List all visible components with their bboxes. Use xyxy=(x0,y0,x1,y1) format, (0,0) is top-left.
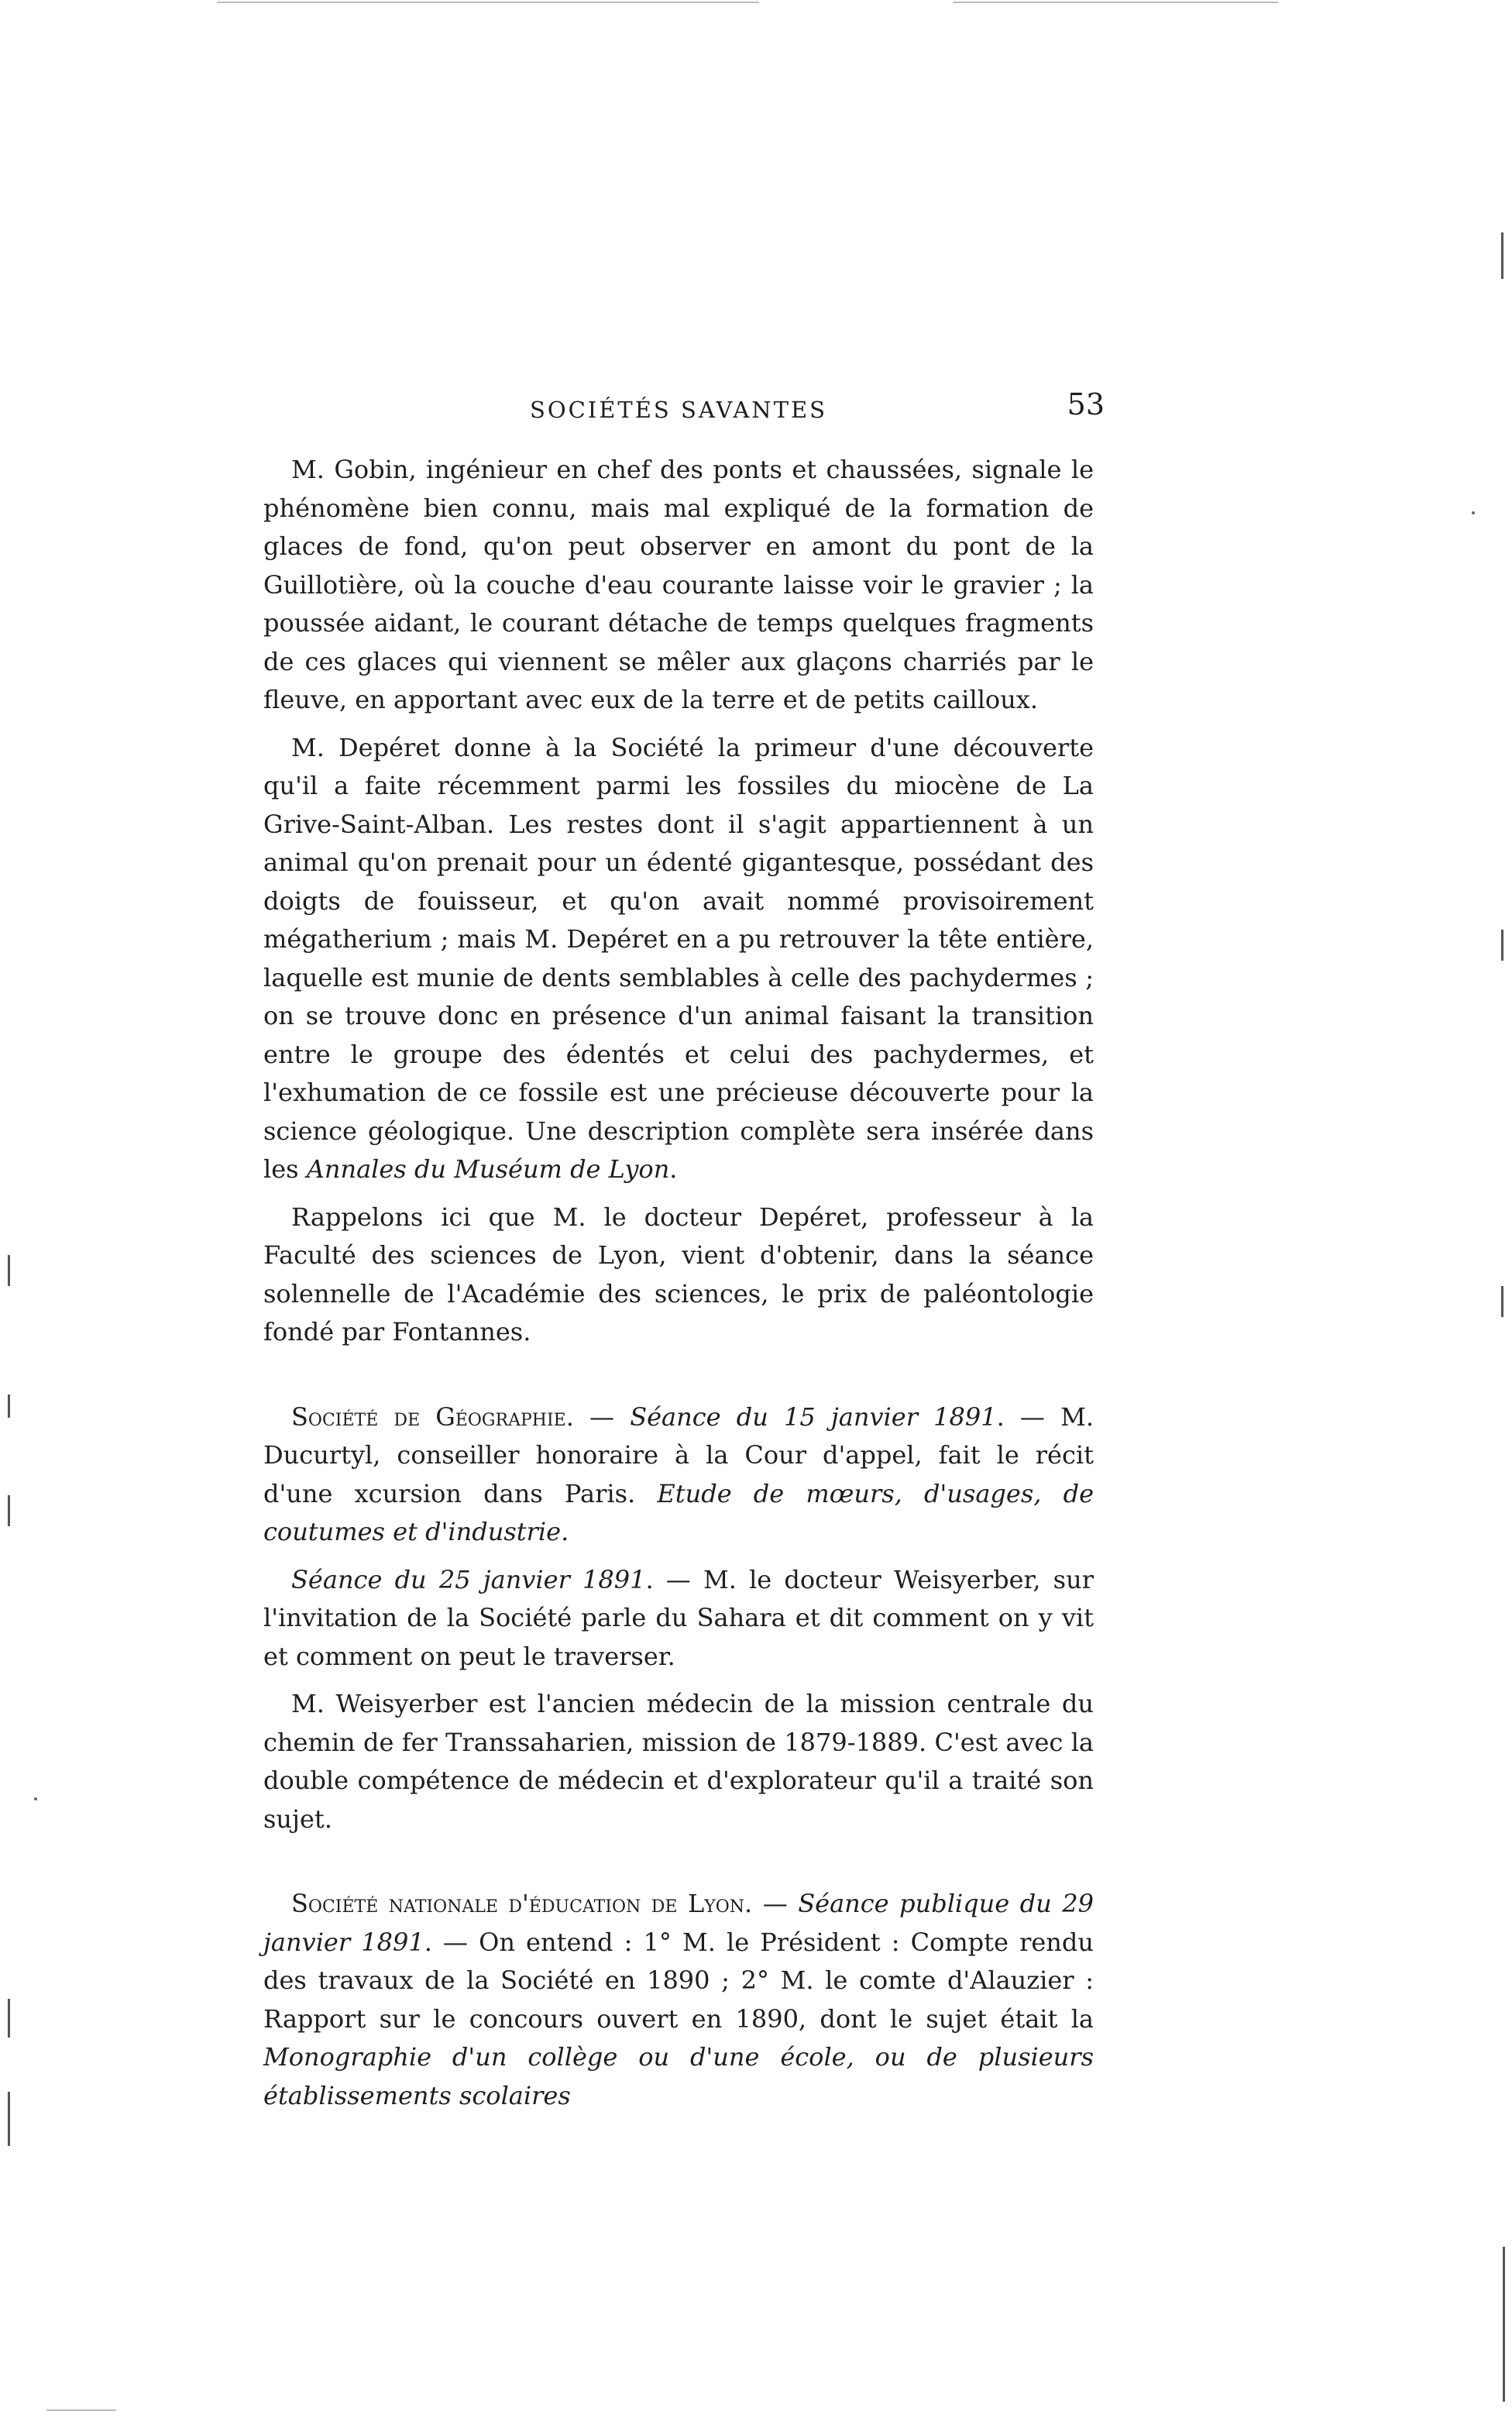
paragraph-rappelons: Rappelons ici que M. le docteur Depéret, professeur à la Faculté des sciences de Lyon, vient d'obtenir, dans la séance solennelle de l'Académie des sciences, le prix de paléontologie fondé par Fontannes. xyxy=(263,1202,1094,1346)
running-title: SOCIÉTÉS SAVANTES xyxy=(529,397,828,423)
right-margin-mark xyxy=(1501,930,1503,961)
italic-title: Etude de mœurs, d'usages, de coutumes et d'industrie. xyxy=(263,1478,1094,1546)
left-margin-mark xyxy=(8,1255,10,1286)
page-header xyxy=(263,387,1105,442)
section-heading: Société nationale d'éducation de Lyon. xyxy=(291,1889,753,1918)
section-geographie xyxy=(263,1398,1094,1552)
page-text xyxy=(263,387,1105,2124)
right-margin-mark xyxy=(1501,1286,1503,1317)
left-margin-mark xyxy=(8,1495,10,1526)
margin-speck xyxy=(1472,511,1475,514)
top-edge-artifact xyxy=(217,2,759,3)
session-date: Séance du 25 janvier 1891 xyxy=(291,1564,646,1594)
paragraph-text: . — M. le docteur Weisyerber, sur l'invitation de la Société parle du Sahara et dit comment on y vit et comment on peut le traverser. xyxy=(263,1564,1094,1671)
paragraph-weisyerber: M. Weisyerber est l'ancien médecin de la mission centrale du chemin de fer Transsaharien, mission de 1879-1889. C'est avec la double compétence de médecin et d'explorateur qu'il a traité son sujet. xyxy=(263,1689,1094,1834)
left-margin-mark xyxy=(8,2092,10,2146)
right-margin-mark xyxy=(1501,232,1503,279)
left-margin-mark xyxy=(8,1999,10,2038)
italic-title: Monographie d'un collège ou d'une école, ou de plusieurs établissements scolaires xyxy=(263,2042,1094,2110)
session-date: Séance publique du 29 janvier 1891 xyxy=(263,1889,1094,1957)
paragraph-deperet xyxy=(263,729,1094,1189)
session-date: Séance du 15 janvier 1891 xyxy=(630,1401,997,1432)
bottom-edge-artifact xyxy=(46,2409,116,2411)
separator: — xyxy=(573,1401,631,1432)
paragraph-text: . xyxy=(669,1154,678,1184)
left-margin-mark xyxy=(8,1395,10,1418)
section-education xyxy=(263,1885,1094,2115)
section-gap xyxy=(263,1848,1094,1885)
page-number: 53 xyxy=(1067,387,1105,421)
section-heading: Société de Géographie. xyxy=(291,1401,574,1432)
paragraph-text: . — On entend : 1° M. le Président : Compte rendu des travaux de la Société en 1890 ; 2° M. le comte d'Alauzier : Rapport sur le concours ouvert en 1890, dont le sujet était la xyxy=(263,1927,1094,2034)
margin-speck xyxy=(34,1797,37,1800)
paragraph-gobin: M. Gobin, ingénieur en chef des ponts et chaussées, signale le phénomène bien connu, mais mal expliqué de la formation de glaces de fond, qu'on peut observer en amont du pont de la Guillotière, où la couche d'eau courante laisse voir le gravier ; la poussée aidant, le courant détache de temps quelques fragments de ces glaces qui viennent se mêler aux glaçons charriés par le fleuve, en apportant avec eux de la terre et de petits cailloux. xyxy=(263,455,1094,714)
italic-title: Annales du Muséum de Lyon xyxy=(306,1154,670,1184)
paragraph-seance-25 xyxy=(263,1561,1094,1677)
top-edge-artifact xyxy=(953,2,1278,3)
paragraph-text: . — M. Ducurtyl, conseiller honoraire à la Cour d'appel, fait le récit d'une xcursion dans Paris. xyxy=(263,1401,1094,1508)
right-margin-mark xyxy=(1503,2247,1505,2402)
paragraph-text: M. Depéret donne à la Société la primeur d'une découverte qu'il a faite récemment parmi les fossiles du miocène de La Grive-Saint-Alban. Les restes dont il s'agit appartiennent à un animal qu'on prenait pour un édenté gigantesque, possédant des doigts de fouisseur, et qu'on avait nommé provisoirement mégatherium ; mais M. Depéret en a pu retrouver la tête entière, laquelle est munie de dents semblables à celle des pachydermes ; on se trouve donc en présence d'un animal faisant la transition entre le groupe des édentés et celui des pachydermes, et l'exhumation de ce fossile est une précieuse découverte pour la science géologique. Une description complète sera insérée dans les xyxy=(263,732,1094,1184)
section-gap xyxy=(263,1361,1094,1398)
separator: — xyxy=(752,1889,799,1918)
